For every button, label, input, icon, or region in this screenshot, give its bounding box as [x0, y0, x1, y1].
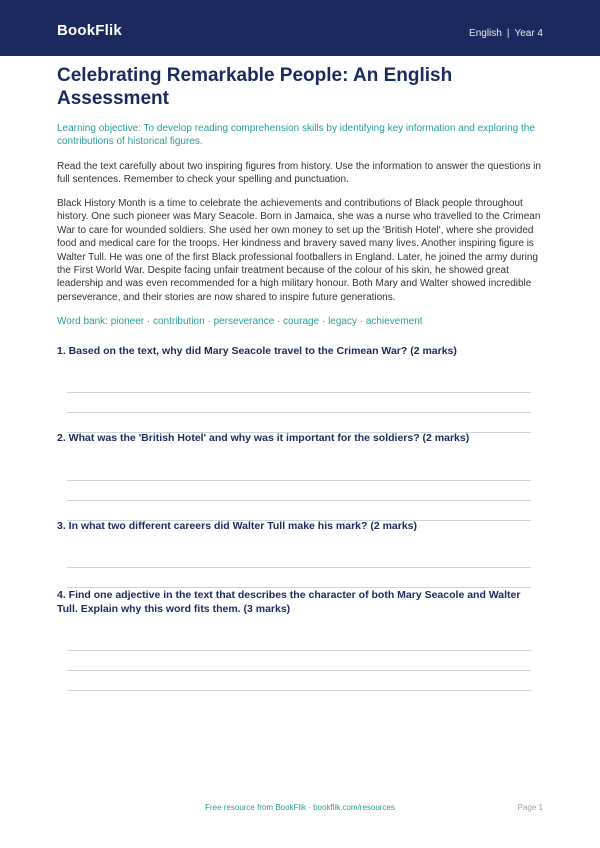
question-3	[57, 519, 543, 533]
reading-passage: Black History Month is a time to celebrate the achievements and contributions of Black people throughout history. One such pioneer was Mary Seacole. Born in Jamaica, she was a nurse who travelled to the Crimean War to care for wounded soldiers. She used her own money to set up the 'British Hotel', where she provided food and medical care for the troops. Her kindness and bravery saved many lives. Another inspiring figure is Walter Tull. He was one of the first Black professional footballers in England. Later, he joined the army during the First World War. Despite facing unfair treatment because of the colour of his skin, he showed great leadership and was even recommended for a high military honour. Both Mary and Walter showed incredible perseverance, and their stories are now shared to inspire future generations.	[57, 198, 541, 303]
footer-resource-link[interactable]: Free resource from BookFlik · bookflik.com/resources	[205, 803, 395, 812]
answer-line[interactable]	[67, 500, 531, 501]
question-text: 2. What was the 'British Hotel' and why was it important for the soldiers? (2 marks)	[57, 432, 470, 444]
answer-line[interactable]	[67, 392, 531, 393]
question-1	[57, 344, 543, 358]
question-2	[57, 431, 543, 445]
instructions: Read the text carefully about two inspiring figures from history. Use the information to answer the questions in full sentences. Remember to check your spelling and punctuation.	[57, 161, 541, 185]
worksheet-body	[57, 64, 543, 347]
subject-label: English	[469, 28, 502, 39]
header-separator: |	[506, 28, 510, 39]
answer-line[interactable]	[67, 690, 531, 691]
question-4	[57, 588, 543, 616]
answer-line[interactable]	[67, 670, 531, 671]
header-bar	[0, 0, 600, 56]
word-bank: Word bank: pioneer · contribution · perseverance · courage · legacy · achievement	[57, 316, 423, 328]
answer-line[interactable]	[67, 567, 531, 568]
year-label: Year 4	[514, 28, 543, 39]
question-text: 1. Based on the text, why did Mary Seacole travel to the Crimean War? (2 marks)	[57, 345, 457, 357]
page-title: Celebrating Remarkable People: An English Assessment	[57, 65, 453, 109]
answer-line[interactable]	[67, 650, 531, 651]
brand-logo: BookFlik	[57, 22, 122, 39]
answer-line[interactable]	[67, 412, 531, 413]
answer-line[interactable]	[67, 480, 531, 481]
learning-objective: Learning objective: To develop reading comprehension skills by identifying key information and exploring the contributions of historical figures.	[57, 123, 535, 147]
question-text: 3. In what two different careers did Walter Tull make his mark? (2 marks)	[57, 520, 418, 532]
page-number: Page 1	[517, 803, 543, 812]
header-meta	[469, 28, 543, 39]
question-text: 4. Find one adjective in the text that describes the character of both Mary Seacole and Walter Tull. Explain why this word fits them. (3 marks)	[57, 589, 521, 615]
